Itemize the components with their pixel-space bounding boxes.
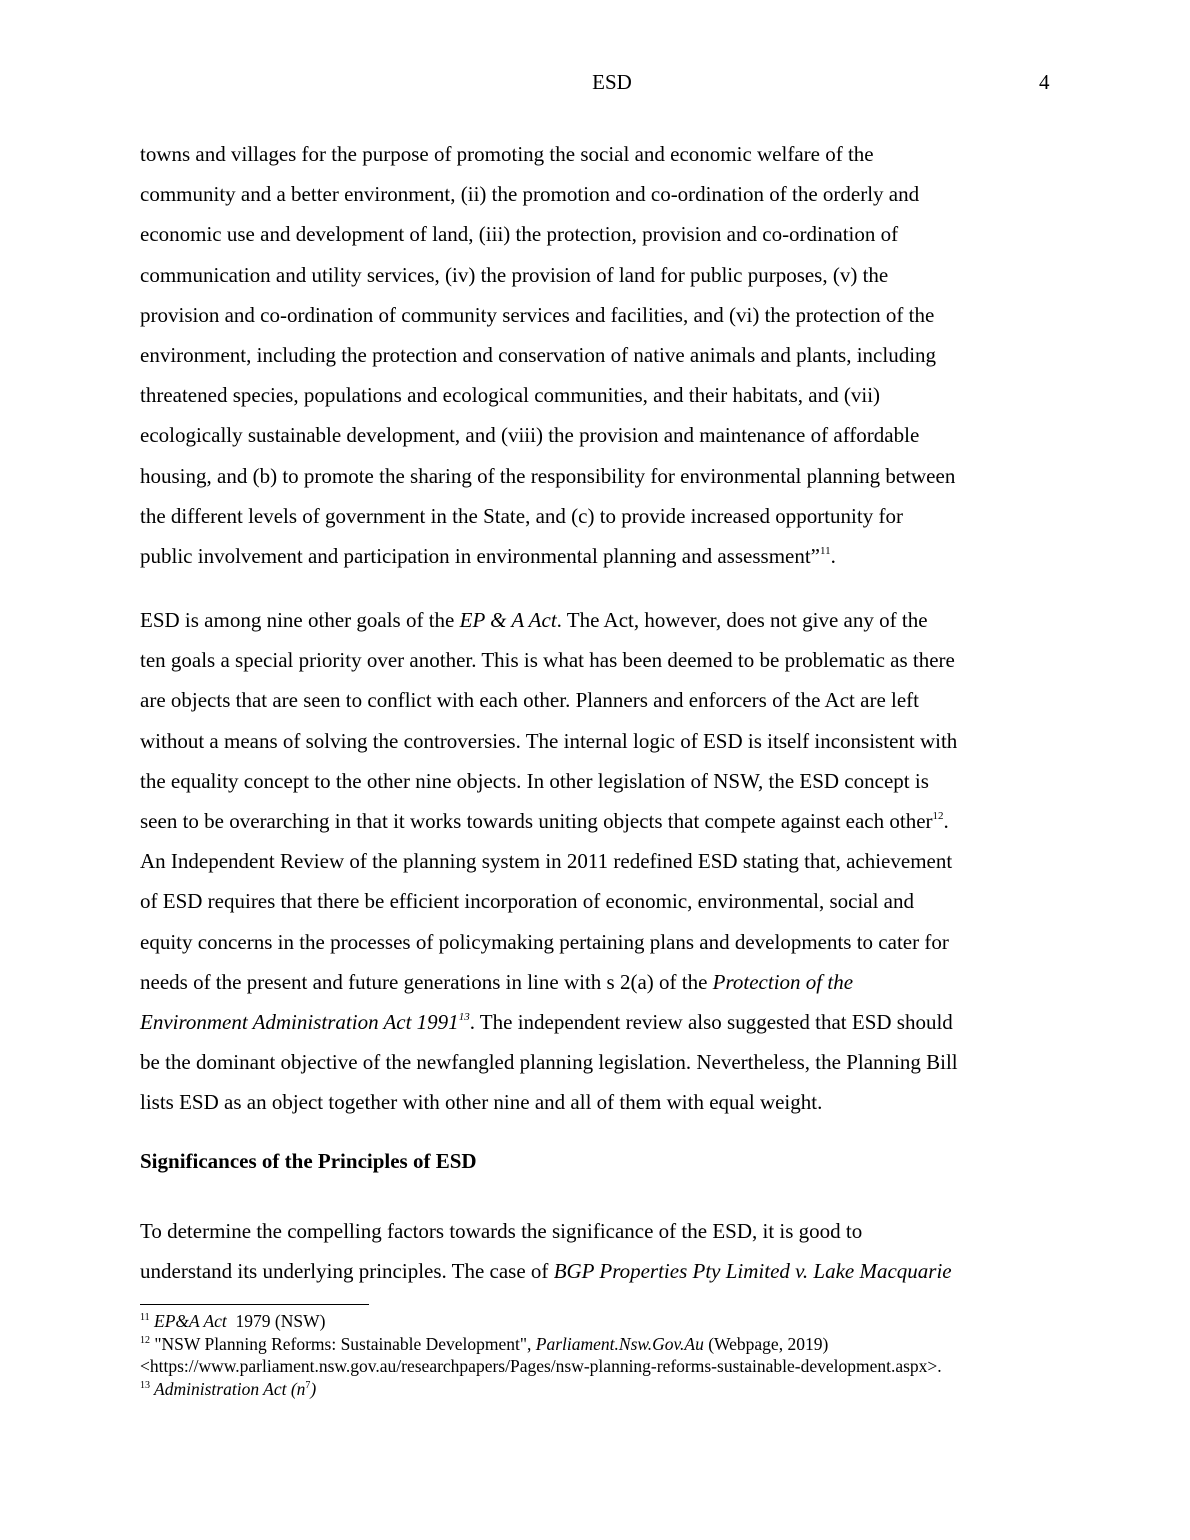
text-line: the equality concept to the other nine objects. In other legislation of NSW, the ESD concept is xyxy=(140,768,929,793)
text-line: community and a better environment, (ii) the promotion and co-ordination of the orderly and xyxy=(140,182,920,207)
text-fragment: (Webpage, 2019) xyxy=(703,1333,829,1354)
running-header-title: ESD xyxy=(592,70,632,94)
footnote-number: 12 xyxy=(140,1334,150,1346)
text-line: lists ESD as an object together with other nine and all of them with equal weight. xyxy=(140,1090,823,1115)
page-number: 4 xyxy=(1039,70,1050,94)
text-line: ten goals a special priority over another. This is what has been deemed to be problematic as there xyxy=(140,648,955,673)
text-line: threatened species, populations and ecological communities, and their habitats, and (vii) xyxy=(140,383,881,408)
text-fragment: ESD is among nine other goals of the xyxy=(140,608,460,632)
paragraph-objects-quote xyxy=(140,134,1052,576)
text-line: are objects that are seen to conflict with each other. Planners and enforcers of the Act are left xyxy=(140,688,919,713)
text-fragment: public involvement and participation in environmental planning and assessment” xyxy=(140,544,820,569)
text-line: the different levels of government in the State, and (c) to provide increased opportunity for xyxy=(140,503,903,528)
text-fragment: . xyxy=(830,544,836,569)
footnote-number: 11 xyxy=(140,1312,150,1323)
case-name-italic: BGP Properties Pty Limited v. Lake Macquarie xyxy=(553,1259,952,1284)
text-line: environment, including the protection and conservation of native animals and plants, including xyxy=(140,343,937,368)
text-line xyxy=(140,962,1052,1002)
act-title-italic: Environment Administration Act 1991 xyxy=(140,1010,459,1035)
text-line: An Independent Review of the planning system in 2011 redefined ESD stating that, achievement xyxy=(140,849,953,874)
footnote-13 xyxy=(140,1378,1070,1401)
text-line xyxy=(140,801,1052,841)
website-italic: Parliament.Nsw.Gov.Au xyxy=(535,1333,704,1354)
paragraph-principles xyxy=(140,1211,1052,1291)
text-line xyxy=(140,600,1052,640)
text-line: equity concerns in the processes of policymaking pertaining plans and developments to cater for xyxy=(140,929,949,954)
text-line xyxy=(140,1002,1052,1042)
footnote-cross-ref: 7 xyxy=(305,1379,311,1391)
footnote-ref-11[interactable]: 11 xyxy=(820,545,831,558)
text-fragment: . xyxy=(943,809,949,834)
text-fragment: needs of the present and future generations in line with s 2(a) of the xyxy=(140,969,713,994)
text-line: towns and villages for the purpose of promoting the social and economic welfare of the xyxy=(140,142,874,166)
text-fragment: ) xyxy=(310,1378,317,1399)
footnote-ref-13-number: 13 xyxy=(458,1011,470,1024)
text-fragment: "NSW Planning Reforms: Sustainable Development", xyxy=(150,1333,536,1354)
act-title-italic: Protection of the xyxy=(712,969,854,994)
text-line: provision and co-ordination of community services and facilities, and (vi) the protection of the xyxy=(140,302,935,327)
text-line: without a means of solving the controversies. The internal logic of ESD is itself inconsistent with xyxy=(140,728,958,753)
text-line: ecologically sustainable development, and (viii) the provision and maintenance of affordable xyxy=(140,423,920,448)
footnote-ref-12[interactable]: 12 xyxy=(932,810,944,823)
act-title-italic: EP&A Act xyxy=(154,1311,227,1331)
text-line: communication and utility services, (iv) the provision of land for public purposes, (v) the xyxy=(140,262,889,287)
footnote-12-url[interactable]: <https://www.parliament.nsw.gov.au/researchpapers/Pages/nsw-planning-reforms-sustainable-development.aspx>. xyxy=(140,1356,942,1376)
paragraph-esd-goals xyxy=(140,600,1052,1123)
text-fragment: 1979 (NSW) xyxy=(226,1311,326,1331)
footnote-12 xyxy=(140,1333,1070,1356)
text-fragment: . The independent review also suggested that ESD should xyxy=(469,1010,953,1035)
footnote-separator xyxy=(140,1304,369,1305)
text-line: To determine the compelling factors towards the significance of the ESD, it is good to xyxy=(140,1219,863,1243)
text-fragment: seen to be overarching in that it works towards uniting objects that compete against each other xyxy=(140,809,933,834)
text-fragment: . The Act, however, does not give any of the xyxy=(556,608,928,632)
footnote-number: 13 xyxy=(140,1379,150,1391)
act-title-italic: EP & A Act xyxy=(459,608,557,632)
text-line: economic use and development of land, (iii) the protection, provision and co-ordination of xyxy=(140,222,899,247)
text-line xyxy=(140,536,1052,576)
text-fragment: understand its underlying principles. The case of xyxy=(140,1259,554,1284)
text-fragment: Administration Act (n xyxy=(150,1378,306,1399)
section-heading: Significances of the Principles of ESD xyxy=(140,1149,477,1173)
text-line: of ESD requires that there be efficient incorporation of economic, environmental, social and xyxy=(140,889,915,914)
footnote-11 xyxy=(140,1310,1070,1333)
text-line: be the dominant objective of the newfangled planning legislation. Nevertheless, the Planning Bill xyxy=(140,1050,958,1075)
footnote-ref-13[interactable] xyxy=(459,1011,470,1023)
footnotes xyxy=(140,1310,1070,1400)
text-line xyxy=(140,1251,1052,1291)
text-line: housing, and (b) to promote the sharing of the responsibility for environmental planning between xyxy=(140,463,956,488)
